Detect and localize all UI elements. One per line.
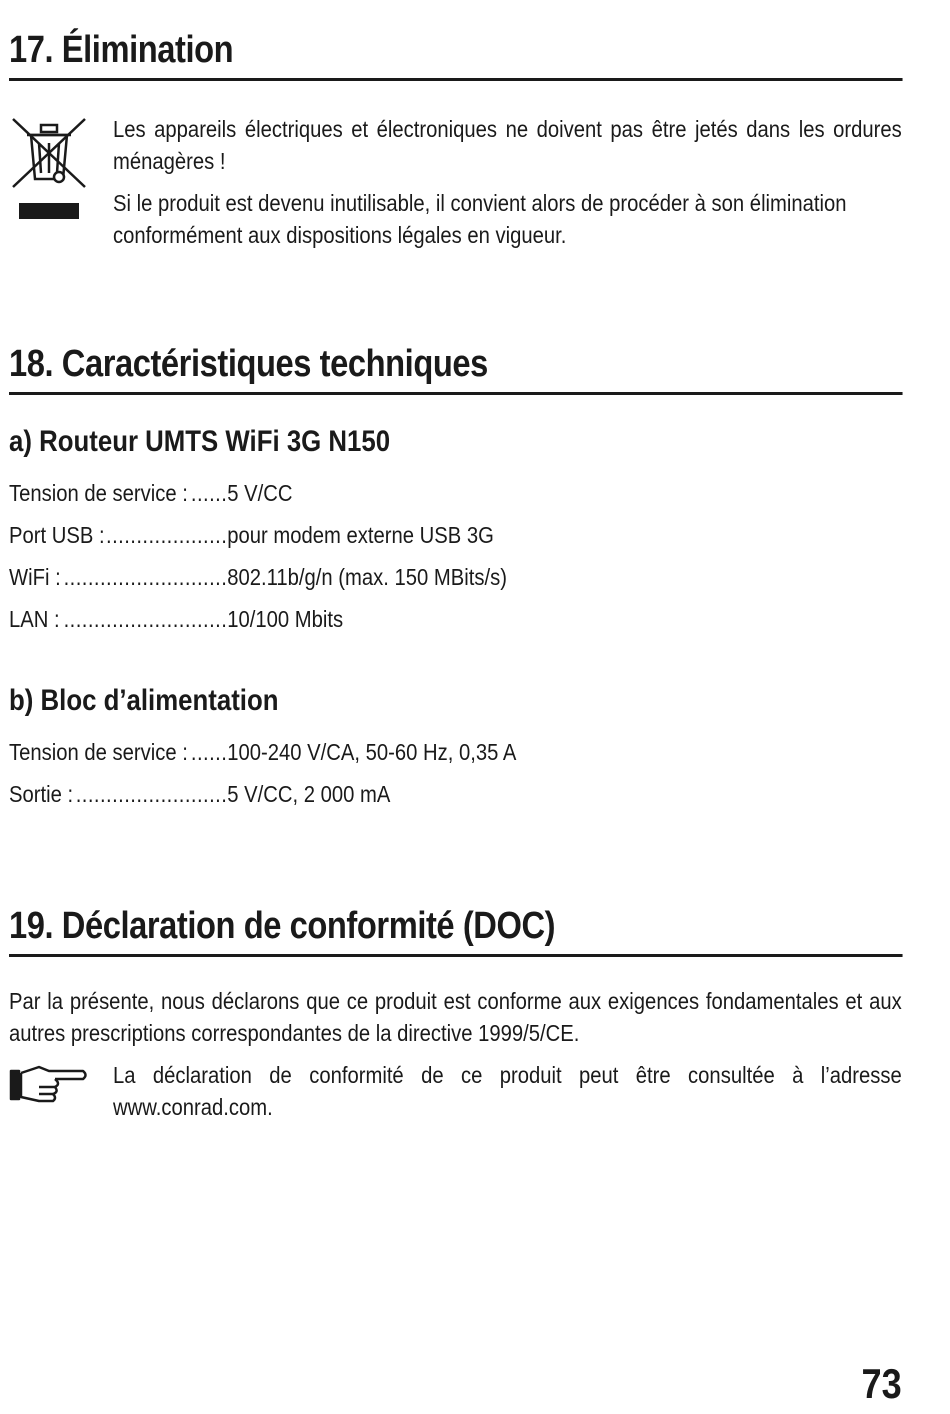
doc-note-text: La déclaration de conformité de ce produit peut être consultée à l’adresse www.conrad.com. xyxy=(113,1061,902,1120)
spec-label: Tension de service : xyxy=(9,479,188,506)
elimination-text xyxy=(113,113,902,251)
section-title-doc: 19. Déclaration de conformité (DOC) xyxy=(9,906,902,957)
spec-row xyxy=(9,556,902,598)
page-number: 73 xyxy=(861,1360,902,1407)
elimination-paragraph-2: Si le produit est devenu inutilisable, il convient alors de procéder à son élimination conformément aux dispositions légales en vigueur. xyxy=(113,189,847,248)
spec-value: 802.11b/g/n (max. 150 MBits/s) xyxy=(227,563,507,590)
weee-crossed-bin-icon xyxy=(9,113,93,230)
elimination-paragraph-1: Les appareils électriques et électroniques ne doivent pas être jetés dans les ordures ménagères ! xyxy=(113,115,902,174)
spec-label: Sortie : xyxy=(9,780,74,807)
spec-row xyxy=(9,514,902,556)
spec-value: 10/100 Mbits xyxy=(227,605,344,632)
section-technical-specs xyxy=(9,344,902,815)
spec-value: 5 V/CC, 2 000 mA xyxy=(227,780,391,807)
subsection-title-router: a) Routeur UMTS WiFi 3G N150 xyxy=(9,424,391,458)
spec-list-power-supply xyxy=(9,731,902,815)
spec-row xyxy=(9,731,902,773)
doc-note xyxy=(9,1059,902,1123)
spec-value: pour modem externe USB 3G xyxy=(227,521,494,548)
elimination-content xyxy=(9,113,902,251)
spec-label: Tension de service : xyxy=(9,738,188,765)
spec-value: 100-240 V/CA, 50-60 Hz, 0,35 A xyxy=(227,738,517,765)
doc-paragraph: Par la présente, nous déclarons que ce produit est conforme aux exigences fondamentales et aux autres prescriptions correspondantes de la directive 1999/5/CE. xyxy=(9,987,902,1046)
section-declaration-of-conformity xyxy=(9,906,902,1123)
spec-label: WiFi : xyxy=(9,563,61,590)
section-elimination xyxy=(9,30,902,251)
spec-value: 5 V/CC xyxy=(227,479,293,506)
spec-row xyxy=(9,773,902,815)
spec-label: LAN : xyxy=(9,605,60,632)
pointing-hand-icon xyxy=(9,1061,93,1110)
doc-note-text-container xyxy=(113,1059,902,1123)
spec-row xyxy=(9,598,902,640)
section-title-specs: 18. Caractéristiques techniques xyxy=(9,344,902,395)
section-title-elimination: 17. Élimination xyxy=(9,30,902,81)
spec-label: Port USB : xyxy=(9,521,105,548)
spec-row xyxy=(9,472,902,514)
spec-list-router xyxy=(9,472,902,640)
subsection-title-power-supply: b) Bloc d’alimentation xyxy=(9,683,279,717)
